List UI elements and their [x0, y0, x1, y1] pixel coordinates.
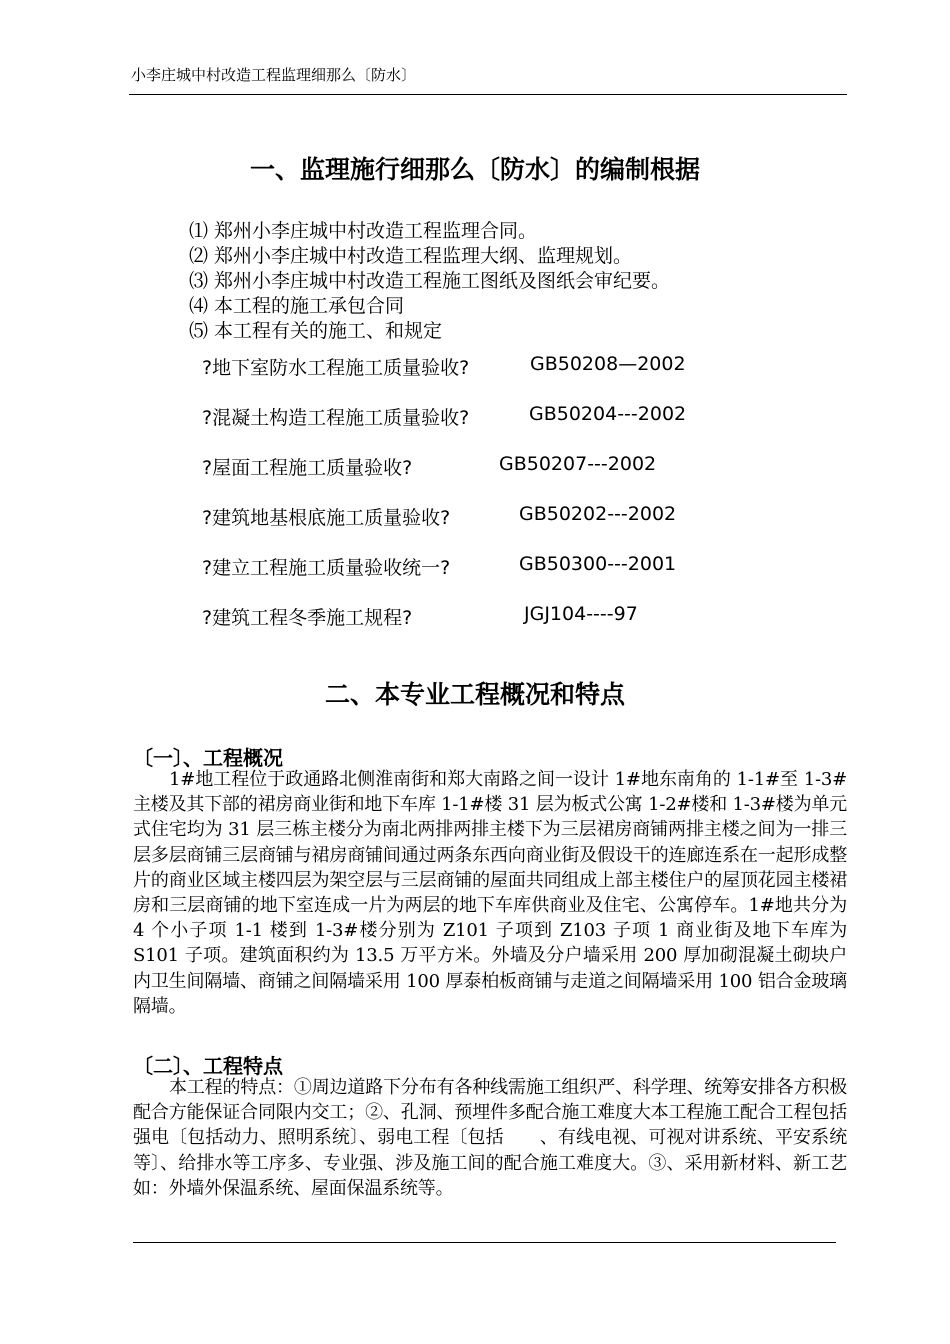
header-rule — [129, 94, 847, 95]
footer-rule — [133, 1242, 836, 1243]
running-header: 小李庄城中村改造工程监理细那么〔防水〕 — [131, 66, 417, 84]
standard-name: ?混凝土构造工程施工质量验收? — [202, 407, 470, 429]
section2-heading: 二、本专业工程概况和特点 — [324, 680, 625, 709]
standard-name: ?地下室防水工程施工质量验收? — [202, 357, 470, 379]
basis-item-4: ⑷ 本工程的施工承包合同 — [189, 295, 405, 317]
standard-code: JGJ104----97 — [524, 603, 638, 625]
features-paragraph: 本工程的特点：①周边道路下分布有各种线需施工组织严、科学理、统筹安排各方积极配合方能保证合同限内交工；②、孔洞、预埋件多配合施工难度大本工程施工配合工程包括强电〔包括动力、照明系统〕、弱电工程〔包括 、有线电视、可视对讲系统、平安系统等〕、给排水等工序多、专业强、涉及施工间的配合施工难度大。③、采用新材料、新工艺如：外墙外保温系统、屋面保温系统等。 — [133, 1077, 847, 1199]
standard-row — [202, 603, 638, 630]
standard-name: ?建筑地基根底施工质量验收? — [202, 507, 451, 529]
standard-code: GB50208—2002 — [530, 353, 686, 375]
standard-code: GB50202---2002 — [519, 503, 677, 525]
standard-code: GB50204---2002 — [529, 403, 687, 425]
overview-paragraph: 1#地工程位于政通路北侧淮南街和郑大南路之间一设计 1#地东南角的 1-1#至 1-3#主楼及其下部的裙房商业街和地下车库 1-1#楼 31 层为板式公寓 1-2#楼和 1-3#楼为单元式住宅均为 31 层三栋主楼分为南北两排两排主楼下为三层裙房商铺两排主楼之间为一排三层多层商铺三层商铺与裙房商铺间通过两条东西向商业街及假设干的连廊连系在一起形成整片的商业区域主楼四层为架空层与三层商铺的屋面共同组成上部主楼住户的屋顶花园主楼裙房和三层商铺的地下室连成一片为两层的地下车库供商业及住宅、公寓停车。1#地共分为 4 个小子项 1-1 楼到 1-3#楼分别为 Z101 子项到 Z103 子项 1 商业街及地下车库为 S101 子项。建筑面积约为 13.5 万平方米。外墙及分户墙采用 200 厚加砌混凝土砌块户内卫生间隔墙、商铺之间隔墙采用 100 厚泰柏板商铺与走道之间隔墙采用 100 铝合金玻璃隔墙。 — [133, 769, 847, 1017]
standard-name: ?建筑工程冬季施工规程? — [202, 607, 413, 629]
standard-name: ?建立工程施工质量验收统一? — [202, 557, 451, 579]
standard-row — [202, 353, 686, 380]
standard-row — [202, 453, 657, 480]
standard-name: ?屋面工程施工质量验收? — [202, 457, 413, 479]
basis-item-2: ⑵ 郑州小李庄城中村改造工程监理大纲、监理规划。 — [189, 245, 633, 267]
standard-row — [202, 503, 677, 530]
standard-code: GB50300---2001 — [519, 553, 677, 575]
features-heading: 〔二〕、工程特点 — [133, 1054, 283, 1078]
section1-heading: 一、监理施行细那么〔防水〕的编制根据 — [249, 155, 700, 184]
standard-code: GB50207---2002 — [499, 453, 657, 475]
basis-item-5: ⑸ 本工程有关的施工、和规定 — [189, 320, 443, 342]
basis-item-1: ⑴ 郑州小李庄城中村改造工程监理合同。 — [189, 220, 538, 242]
standard-row — [202, 403, 687, 430]
basis-item-3: ⑶ 郑州小李庄城中村改造工程施工图纸及图纸会审纪要。 — [189, 270, 671, 292]
standard-row — [202, 553, 677, 580]
overview-heading: 〔一〕、工程概况 — [133, 746, 283, 770]
